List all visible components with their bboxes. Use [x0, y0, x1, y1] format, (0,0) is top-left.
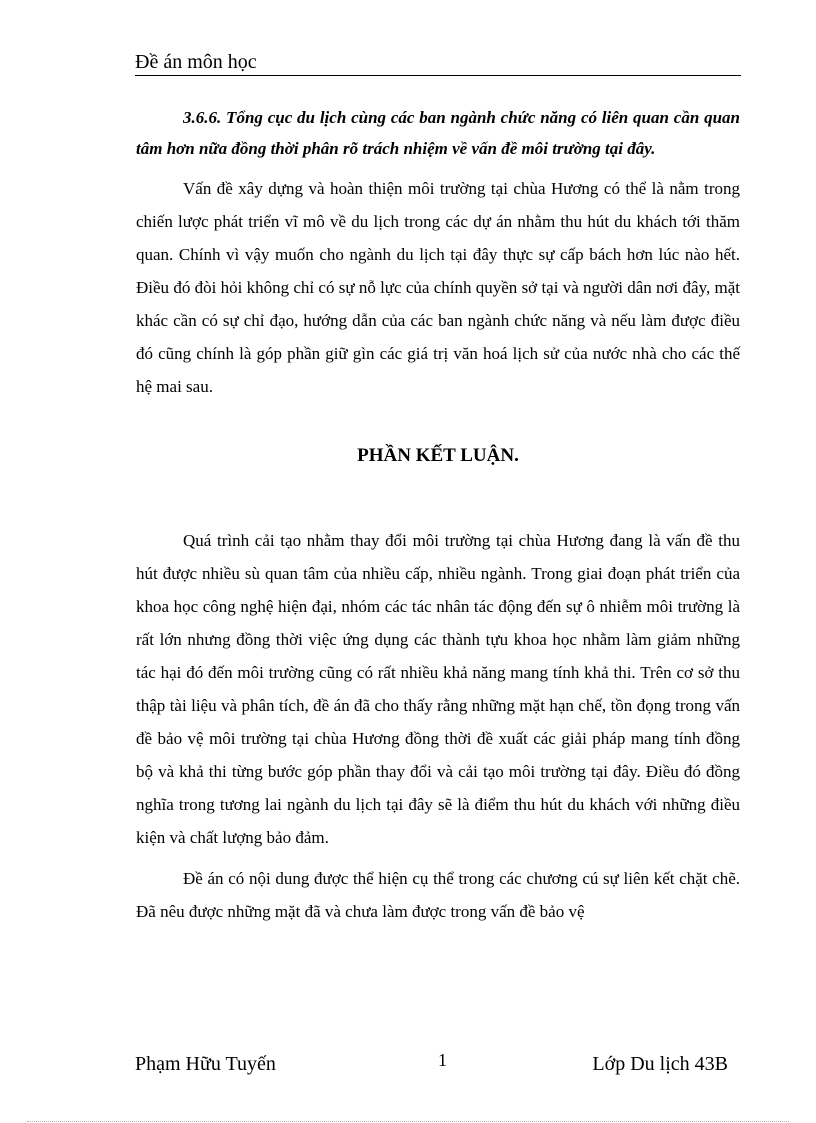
page-bottom-border [27, 1121, 789, 1122]
footer-class-name: Lớp Du lịch 43B [592, 1053, 728, 1075]
footer-author: Phạm Hữu Tuyến [135, 1053, 276, 1075]
document-body [136, 102, 740, 928]
conclusion-paragraph-2: Đề án có nội dung được thể hiện cụ thể trong các chương cú sự liên kết chặt chẽ. Đã nêu được những mặt đã và chưa làm được trong vấn đề bảo vệ [136, 869, 740, 921]
page-number: 1 [438, 1050, 447, 1070]
section-paragraph: Vấn đề xây dựng và hoàn thiện môi trường tại chùa Hương có thể là nằm trong chiến lược phát triển vĩ mô về du lịch trong các dự án nhằm thu hút du khách tới thăm quan. Chính vì vậy muốn cho ngành du lịch tại đây thực sự cấp bách hơn lúc nào hết. Điều đó đòi hỏi không chỉ có sự nỗ lực của chính quyền sở tại và người dân nơi đây, mặt khác cần có sự chỉ đạo, hướng dẫn của các ban ngành chức năng và nếu làm được điều đó cũng chính là góp phần giữ gìn các giá trị văn hoá lịch sử của nước nhà cho các thế hệ mai sau. [136, 179, 740, 396]
conclusion-paragraph-1: Quá trình cải tạo nhằm thay đổi môi trường tại chùa Hương đang là vấn đề thu hút được nhiều sù quan tâm của nhiều cấp, nhiều ngành. Trong giai đoạn phát triển của khoa học công nghệ hiện đại, nhóm các tác nhân tác động đến sự ô nhiễm môi trường là rất lớn nhưng đồng thời việc ứng dụng các thành tựu khoa học nhằm làm giảm những tác hại đó đến môi trường cũng có rất nhiều khả năng mang tính khả thi. Trên cơ sở thu thập tài liệu và phân tích, đề án đã cho thấy rằng những mặt hạn chế, tồn đọng trong vấn đề bảo vệ môi trường tại chùa Hương đồng thời đề xuất các giải pháp mang tính đồng bộ và khả thi từng bước góp phần thay đổi và cải tạo môi trường tại đây. Điều đó đồng nghĩa trong tương lai ngành du lịch tại đây sẽ là điểm thu hút du khách với những điều kiện và chất lượng bảo đảm. [136, 531, 740, 847]
header-divider [135, 75, 741, 76]
section-heading: 3.6.6. Tổng cục du lịch cùng các ban ngành chức năng có liên quan cần quan tâm hơn nữa đồng thời phân rõ trách nhiệm về vấn đề môi trường tại đây. [136, 108, 740, 158]
conclusion-title: PHẦN KẾT LUẬN. [357, 445, 519, 466]
document-footer [135, 1050, 741, 1078]
document-header-title: Đề án môn học [135, 51, 257, 73]
